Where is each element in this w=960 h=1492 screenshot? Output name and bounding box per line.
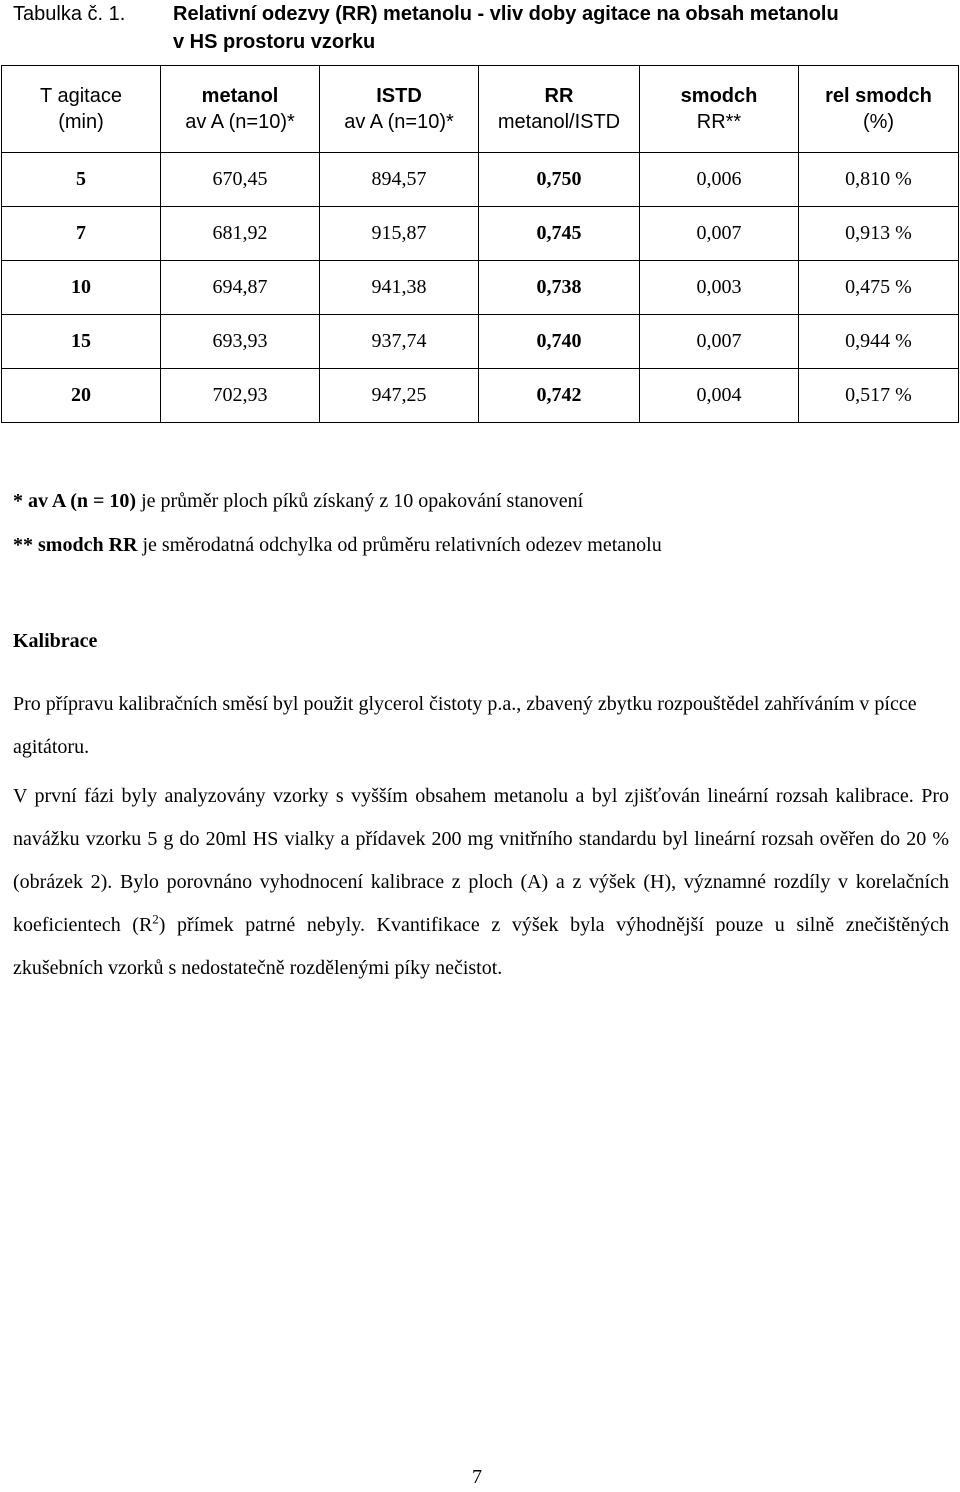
cell-istd: 941,38 — [320, 261, 479, 315]
cell-metanol: 694,87 — [161, 261, 320, 315]
cell-time: 20 — [2, 369, 161, 423]
cell-rr: 0,750 — [479, 153, 640, 207]
paragraph-calibration-text-a: V první fázi byly analyzovány vzorky s vyšším obsahem metanolu a byl zjišťován lineární rozsah kalibrace. Pro navážku vzorku 5 g do 20ml HS vialky a přídavek 200 mg vnitřního standardu byl lineární rozsah ověřen do 20 % (obrázek 2). Bylo porovnáno vyhodnocení kalibrace z ploch (A) a z výšek (H), významné rozdíly v korelačních koeficientech (R — [13, 785, 949, 936]
cell-time: 5 — [2, 153, 161, 207]
table-row — [2, 315, 959, 369]
cell-rel-smodch: 0,475 % — [799, 261, 959, 315]
cell-smodch: 0,007 — [640, 207, 799, 261]
cell-istd: 947,25 — [320, 369, 479, 423]
footnote-av-a-text: je průměr ploch píků získaný z 10 opakování stanovení — [136, 490, 584, 512]
cell-istd: 937,74 — [320, 315, 479, 369]
cell-smodch: 0,007 — [640, 315, 799, 369]
paragraph-glycerol: Pro přípravu kalibračních směsí byl použit glycerol čistoty p.a., zbavený zbytku rozpouštědel zahříváním v pícce agitátoru. — [13, 693, 917, 758]
header-t-agitace: T agitace (min) — [2, 66, 161, 153]
header-metanol: metanol av A (n=10)* — [161, 66, 320, 153]
cell-metanol: 702,93 — [161, 369, 320, 423]
footnote-av-a-term: * av A (n = 10) — [13, 490, 137, 512]
cell-rr: 0,740 — [479, 315, 640, 369]
cell-istd: 915,87 — [320, 207, 479, 261]
table-caption-lead: Tabulka č. 1. — [13, 3, 126, 25]
cell-time: 15 — [2, 315, 161, 369]
table-row — [2, 369, 959, 423]
cell-metanol: 693,93 — [161, 315, 320, 369]
section-heading: Kalibrace — [13, 630, 98, 652]
table-row — [2, 207, 959, 261]
cell-smodch: 0,003 — [640, 261, 799, 315]
table-row — [2, 261, 959, 315]
cell-time: 10 — [2, 261, 161, 315]
cell-metanol: 670,45 — [161, 153, 320, 207]
cell-rr: 0,745 — [479, 207, 640, 261]
footnote-av-a — [13, 490, 583, 513]
header-smodch: smodch RR** — [640, 66, 799, 153]
footnote-smodch-text: je směrodatná odchylka od průměru relativních odezev metanolu — [137, 534, 662, 556]
table-caption-title-line1: Relativní odezvy (RR) metanolu - vliv doby agitace na obsah metanolu — [173, 3, 839, 25]
cell-rel-smodch: 0,913 % — [799, 207, 959, 261]
cell-metanol: 681,92 — [161, 207, 320, 261]
cell-smodch: 0,006 — [640, 153, 799, 207]
header-istd: ISTD av A (n=10)* — [320, 66, 479, 153]
header-rel-smodch: rel smodch (%) — [799, 66, 959, 153]
superscript-2: 2 — [152, 911, 159, 927]
page-number: 7 — [472, 1466, 482, 1488]
cell-rel-smodch: 0,944 % — [799, 315, 959, 369]
footnote-smodch-term: ** smodch RR — [13, 534, 138, 556]
cell-rr: 0,738 — [479, 261, 640, 315]
cell-smodch: 0,004 — [640, 369, 799, 423]
paragraph-calibration-text-b: ) přímek patrné nebyly. Kvantifikace z výšek byla výhodnější pouze u silně znečištěných zkušebních vzorků s nedostatečně rozdělenými píky nečistot. — [13, 914, 949, 979]
paragraph-calibration — [13, 775, 949, 990]
table-header-row — [2, 66, 959, 153]
cell-rr: 0,742 — [479, 369, 640, 423]
table-row — [2, 153, 959, 207]
footnote-smodch — [13, 534, 662, 557]
cell-time: 7 — [2, 207, 161, 261]
cell-rel-smodch: 0,517 % — [799, 369, 959, 423]
cell-istd: 894,57 — [320, 153, 479, 207]
table-caption-title-line2: v HS prostoru vzorku — [173, 31, 376, 53]
data-table — [1, 65, 959, 423]
header-rr: RR metanol/ISTD — [479, 66, 640, 153]
cell-rel-smodch: 0,810 % — [799, 153, 959, 207]
